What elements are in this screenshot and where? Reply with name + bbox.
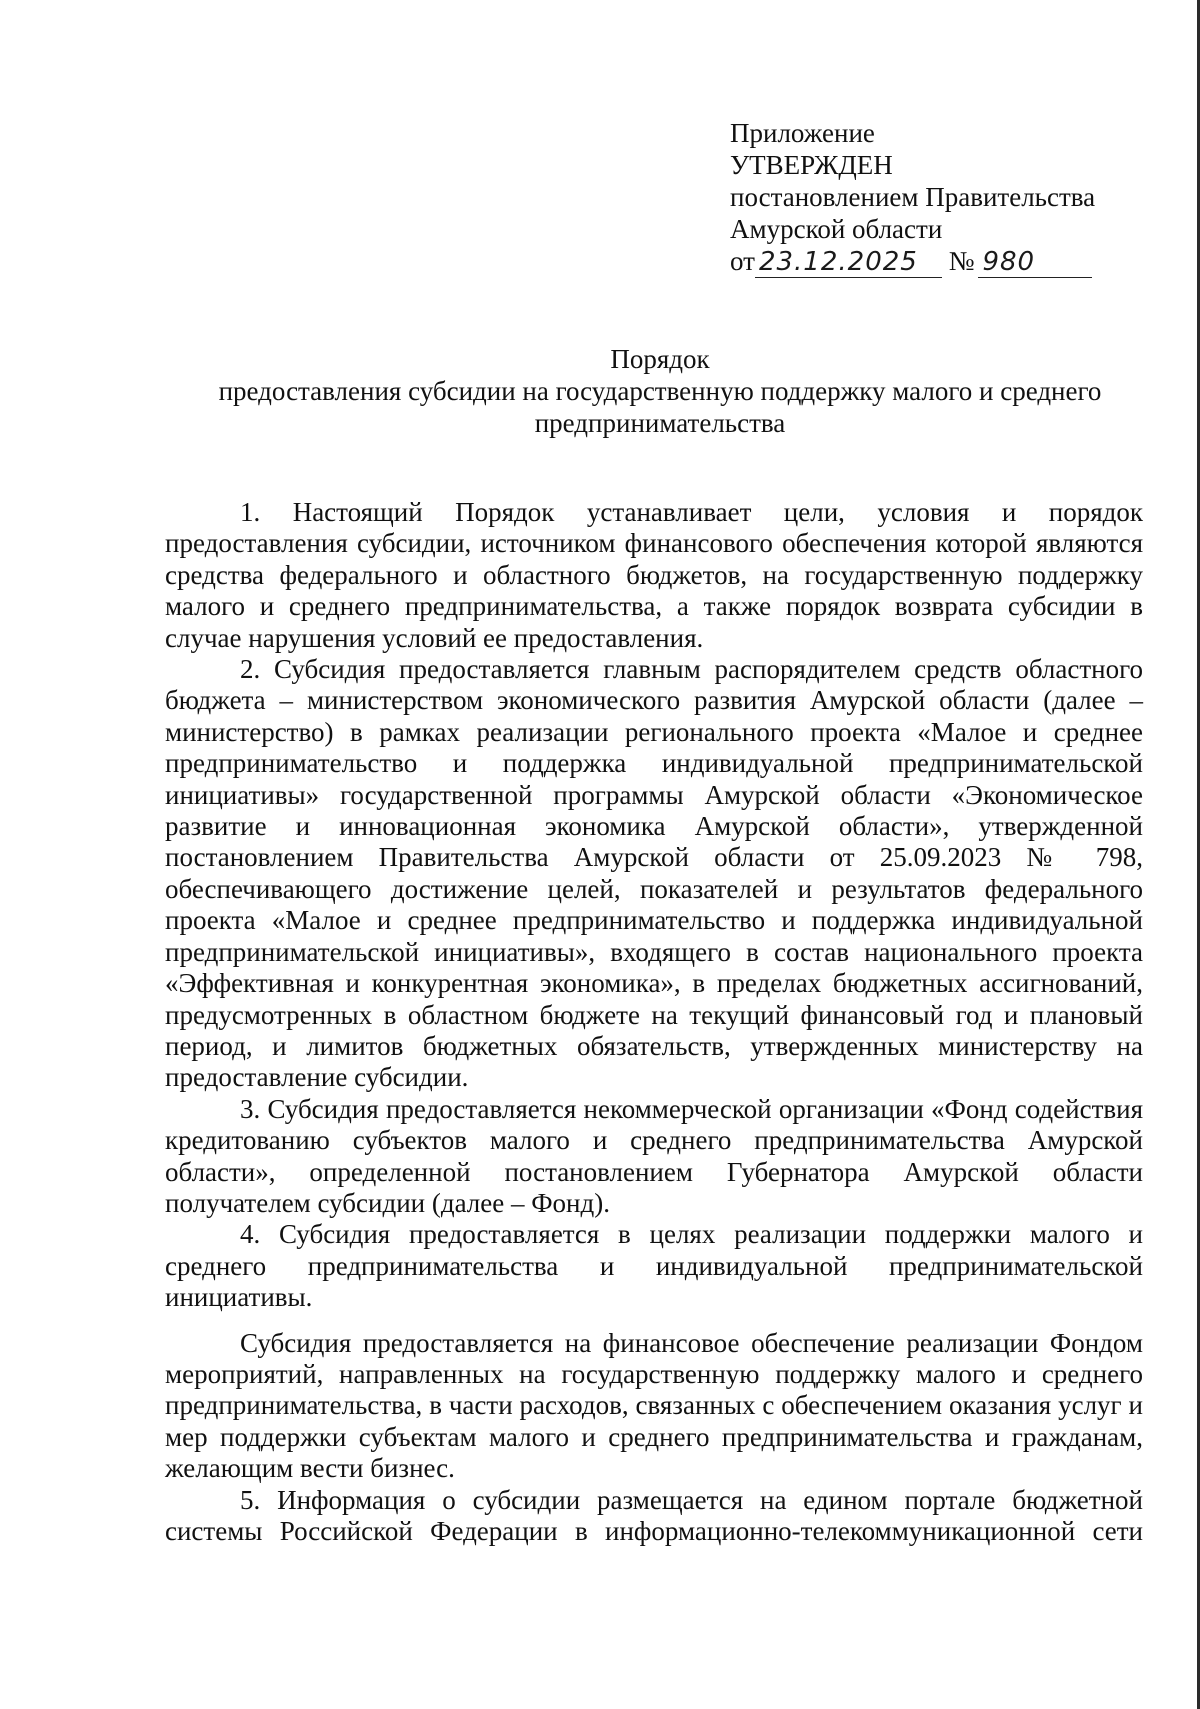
paragraph-5: 5. Информация о субсидии размещается на едином портале бюджетной системы Российской Федерации в информационно-телекоммуникационной сети [165,1484,1143,1546]
document-title [150,343,1170,439]
paragraph-4: 4. Субсидия предоставляется в целях реализации поддержки малого и среднего предпринимательства и индивидуальной предпринимательской инициативы. [165,1219,1143,1313]
paragraph-1: 1. Настоящий Порядок устанавливает цели, условия и порядок предоставления субсидии, источником финансового обеспечения которой являются средства федерального и областного бюджетов, на государственную поддержку малого и среднего предпринимательства, а также порядок возврата субсидии в случае нарушения условий ее предоставления. [165,497,1143,653]
approval-date-number-line [730,245,1170,278]
paragraph-2: 2. Субсидия предоставляется главным распорядителем средств областного бюджета – министерством экономического развития Амурской области (далее – министерство) в рамках реализации регионального проекта «Малое и среднее предпринимательство и поддержка индивидуальной предпринимательской инициативы» государственной программы Амурской области «Экономическое развитие и инновационная экономика Амурской области», утвержденной постановлением Правительства Амурской области от 25.09.2023 № 798, обеспечивающего достижение целей, показателей и результатов федерального проекта «Малое и среднее предпринимательство и поддержка индивидуальной предпринимательской инициативы», входящего в состав национального проекта «Эффективная и конкурентная экономика», в пределах бюджетных ассигнований, предусмотренных в областном бюджете на текущий финансовый год и плановый период, и лимитов бюджетных обязательств, утвержденных министерству на предоставление субсидии. [165,654,1143,1093]
number-prefix: № [948,246,975,276]
approval-approved-label: УТВЕРЖДЕН [730,150,893,180]
approval-annex-label: Приложение [730,118,875,148]
paragraph-4-continued: Субсидия предоставляется на финансовое обеспечение реализации Фондом мероприятий, направленных на государственную поддержку малого и среднего предпринимательства, в части расходов, связанных с обеспечением оказания услуг и мер поддержки субъектам малого и среднего предпринимательства и гражданам, желающим вести бизнес. [165,1327,1143,1484]
document-body [165,497,1143,1547]
approval-decree-label: постановлением Правительства [730,182,1096,212]
paragraph-3: 3. Субсидия предоставляется некоммерческой организации «Фонд содействия кредитованию субъектов малого и среднего предпринимательства Амурской области», определенной постановлением Губернатора Амурской области получателем субсидии (далее – Фонд). [165,1093,1143,1218]
title-subtitle: предоставления субсидии на государственную поддержку малого и среднего предпринимательства [218,376,1102,438]
handwritten-date: 23.12.2025 [755,247,942,278]
date-prefix: от [730,246,755,276]
handwritten-number: 980 [978,247,1092,278]
title-heading: Порядок [610,344,710,374]
approval-block [730,117,1170,278]
approval-region-label: Амурской области [730,214,943,244]
